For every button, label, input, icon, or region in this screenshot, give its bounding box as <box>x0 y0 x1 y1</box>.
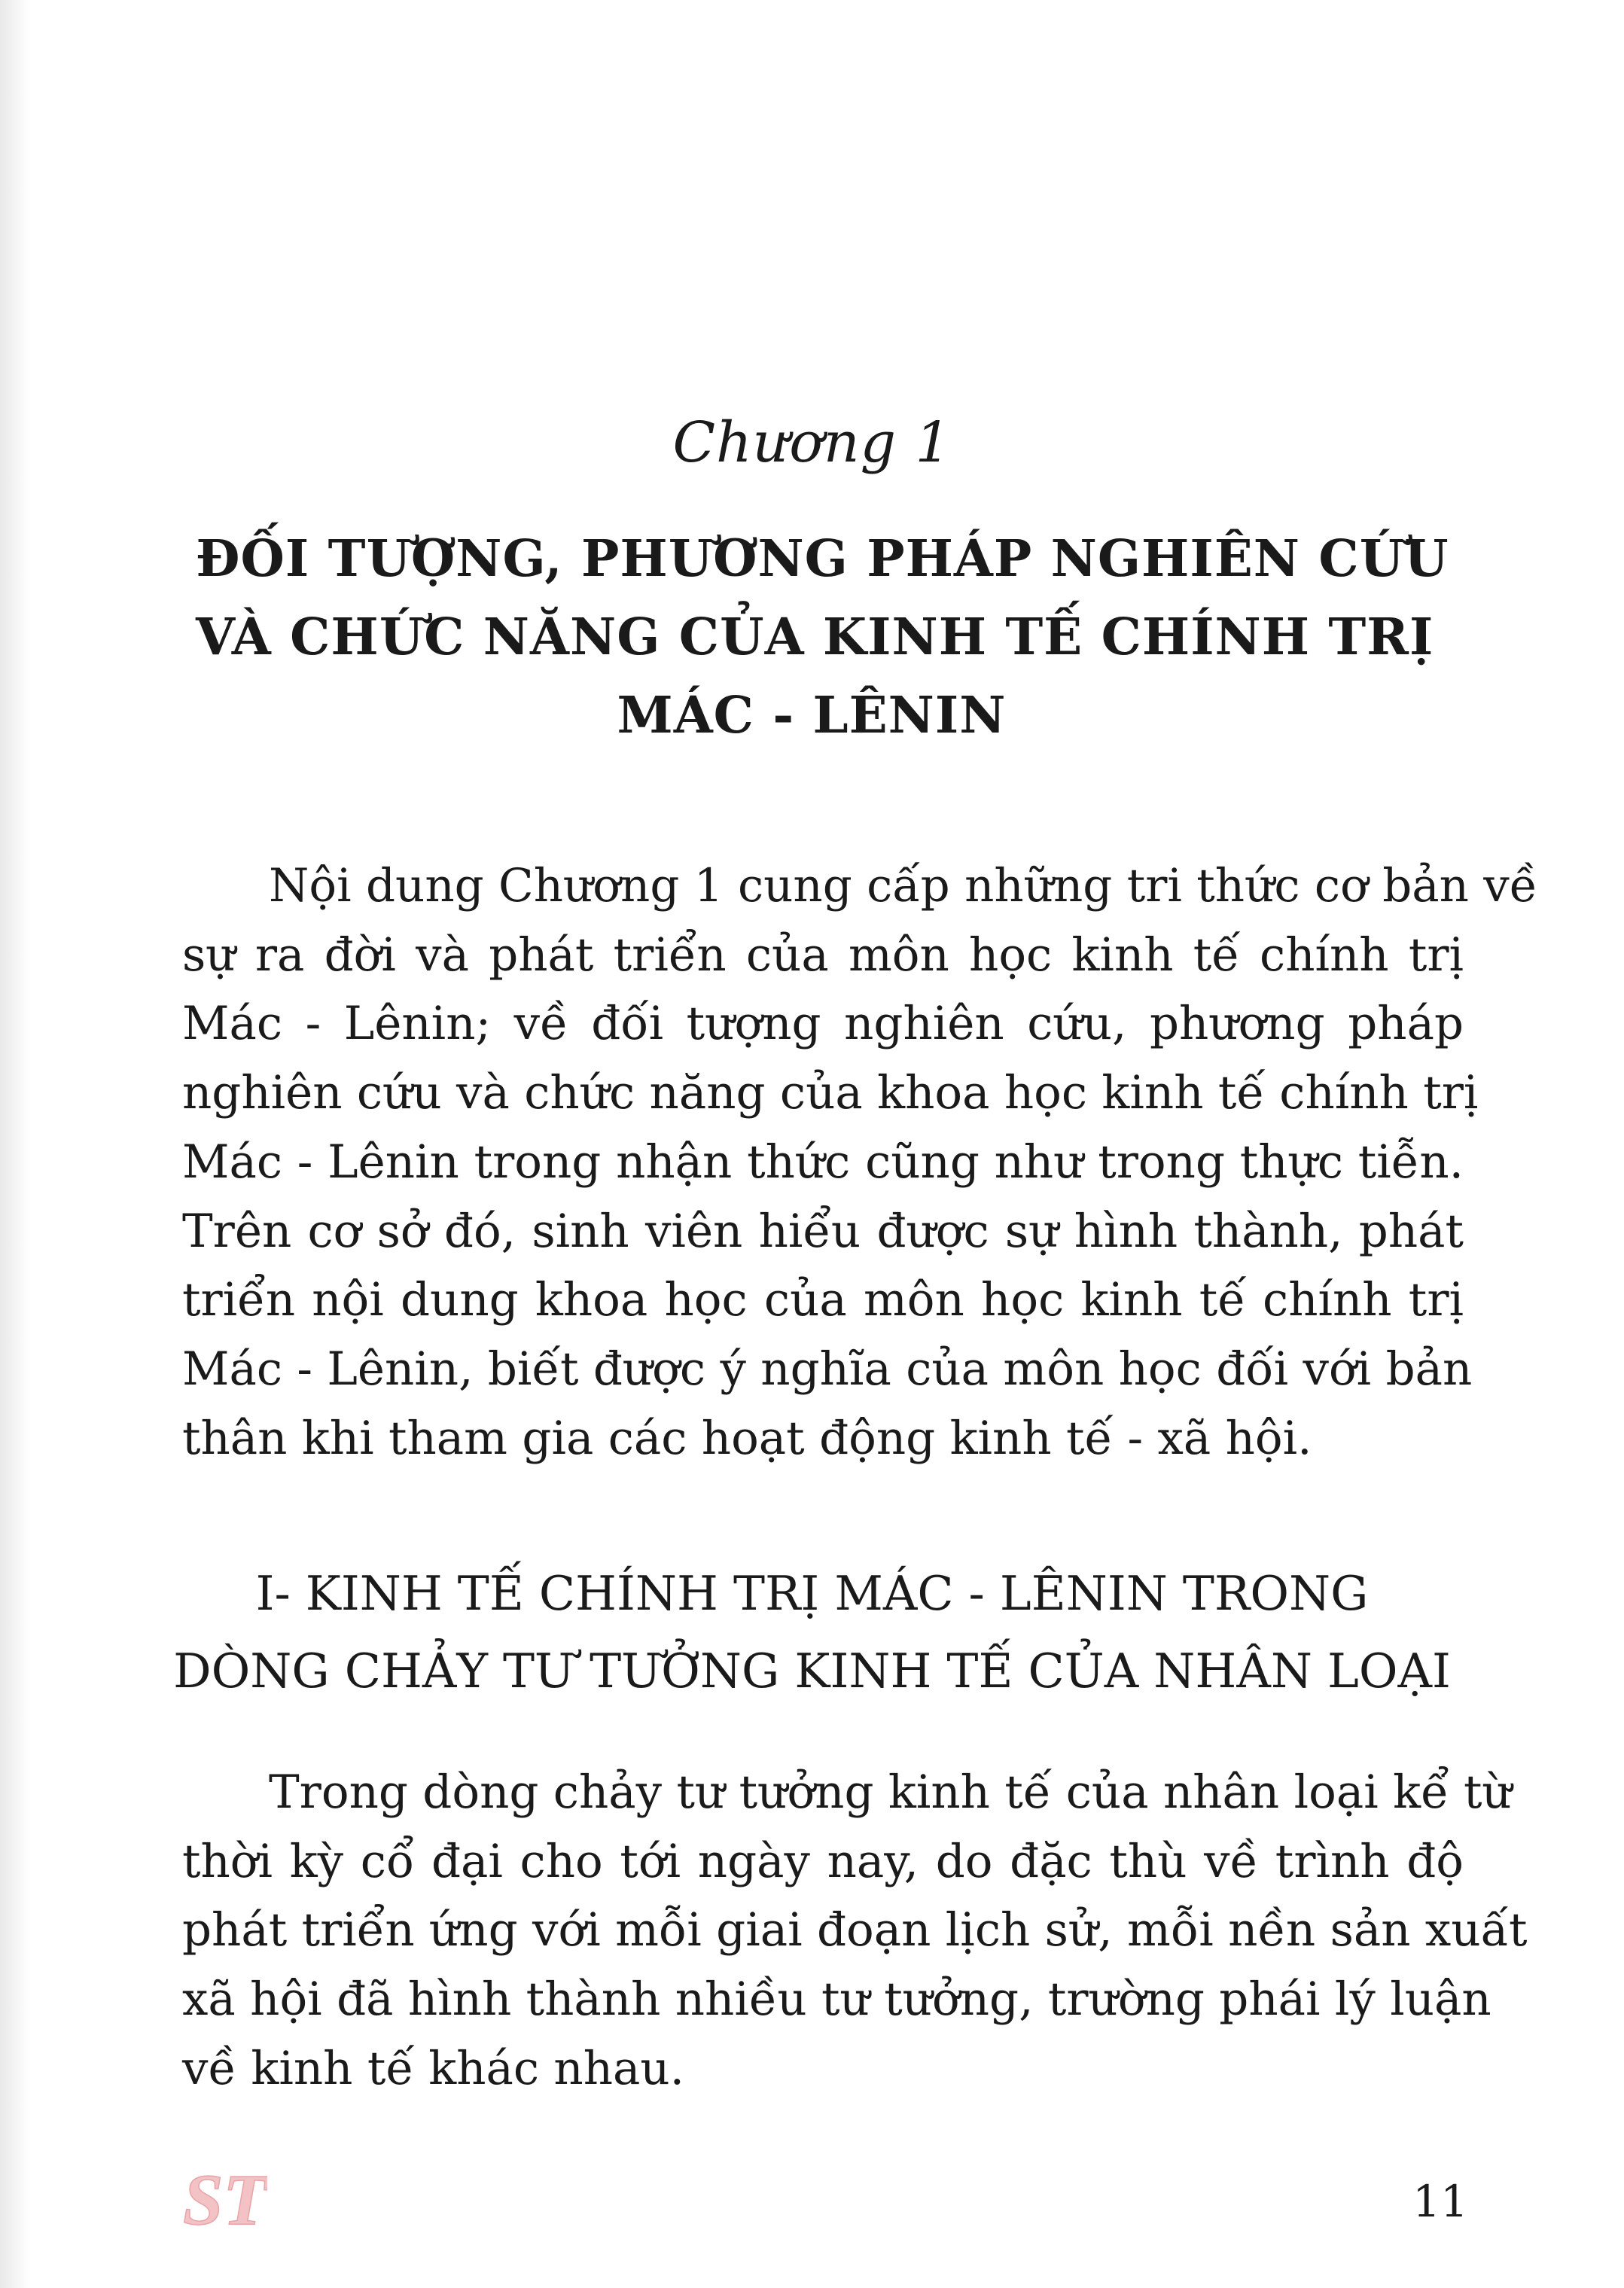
text-line: thời kỳ cổ đại cho tới ngày nay, do đặc thù về trình độ <box>182 1834 1464 1888</box>
section-heading <box>0 1555 1624 1710</box>
chapter-title-line: MÁC - LÊNIN <box>617 685 1007 745</box>
text-line: nghiên cứu và chức năng của khoa học kinh tế chính trị <box>182 1066 1479 1120</box>
section-heading-line: DÒNG CHẢY TƯ TƯỞNG KINH TẾ CỦA NHÂN LOẠI <box>173 1644 1451 1698</box>
intro-paragraph <box>182 852 1538 1473</box>
chapter-title-line: ĐỐI TƯỢNG, PHƯƠNG PHÁP NGHIÊN CỨU <box>196 529 1449 588</box>
publisher-logo-icon <box>177 2155 267 2238</box>
text-line: thân khi tham gia các hoạt động kinh tế - xã hội. <box>182 1411 1312 1465</box>
chapter-title <box>196 519 1449 754</box>
text-line: Trong dòng chảy tư tưởng kinh tế của nhân loại kể từ <box>269 1766 1512 1819</box>
text-line: xã hội đã hình thành nhiều tư tưởng, trường phái lý luận <box>182 1973 1491 2027</box>
text-line: Mác - Lênin; về đối tượng nghiên cứu, phương pháp <box>182 997 1464 1051</box>
page-edge-shadow <box>0 0 30 2288</box>
text-line: sự ra đời và phát triển của môn học kinh tế chính trị <box>182 928 1464 982</box>
text-line: về kinh tế khác nhau. <box>182 2041 685 2095</box>
page-number: 11 <box>1412 2176 1468 2227</box>
logo-text: ST <box>183 2159 267 2238</box>
text-line: Mác - Lênin trong nhận thức cũng như trong thực tiễn. <box>182 1135 1464 1189</box>
text-line: triển nội dung khoa học của môn học kinh tế chính trị <box>182 1273 1464 1327</box>
chapter-label: Chương 1 <box>672 410 952 475</box>
chapter-title-line: VÀ CHỨC NĂNG CỦA KINH TẾ CHÍNH TRỊ <box>196 607 1434 666</box>
text-line: phát triển ứng với mỗi giai đoạn lịch sử, mỗi nền sản xuất <box>182 1903 1528 1957</box>
text-line: Mác - Lênin, biết được ý nghĩa của môn học đối với bản <box>182 1342 1473 1396</box>
text-line: Trên cơ sở đó, sinh viên hiểu được sự hình thành, phát <box>182 1204 1464 1258</box>
section-heading-line: I- KINH TẾ CHÍNH TRỊ MÁC - LÊNIN TRONG <box>255 1566 1369 1621</box>
section-paragraph <box>182 1758 1528 2104</box>
text-line: Nội dung Chương 1 cung cấp những tri thức cơ bản về <box>269 859 1538 912</box>
